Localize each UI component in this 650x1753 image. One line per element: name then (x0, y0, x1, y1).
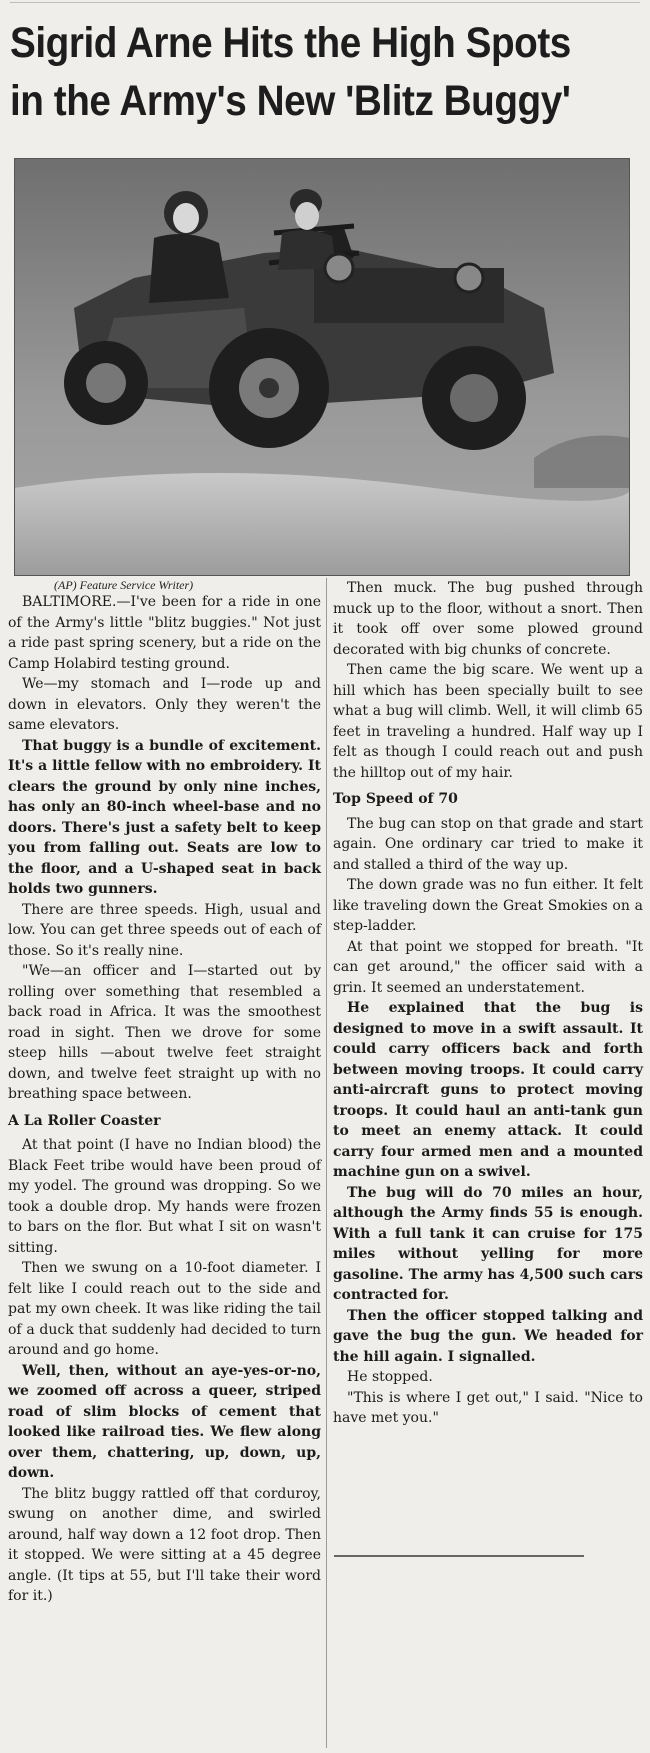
paragraph: Then muck. The bug pushed through muck up to the floor, without a snort. Then it took off over some plowed ground decorated with big chunks of concrete. (333, 580, 643, 658)
end-rule (334, 1555, 584, 1557)
headline-line-2: in the Army's New 'Blitz Buggy' (10, 77, 571, 125)
column-divider (326, 578, 327, 1748)
bold-paragraph: The bug will do 70 miles an hour, although the Army finds 55 is enough. With a full tank it can cruise for 175 miles without yelling for more gasoline. The army has 4,500 such cars contracted for. (333, 1184, 643, 1303)
headline (10, 14, 577, 130)
paragraph: Then we swung on a 10-foot diameter. I felt like I could reach out to the side and pat my own cheek. It was like riding the tail of a duck that suddenly had decided to turn around and go home. (8, 1260, 321, 1358)
paragraph: "This is where I get out," I said. "Nice to have met you." (333, 1389, 643, 1426)
paragraph: At that point we stopped for breath. "It can get around," the officer said with a grin. It seemed an understatement. (333, 938, 643, 996)
jeep-photo-icon (14, 158, 630, 576)
paragraph: The blitz buggy rattled off that corduroy, swung on another dime, and swirled around, half way down a 12 foot drop. Then it stopped. We were sitting at a 45 degree angle. (It tips at 55, but I'll take their word for it.) (8, 1485, 321, 1604)
bold-paragraph: Well, then, without an aye-yes-or-no, we zoomed off across a queer, striped road of slim blocks of cement that looked like railroad ties. We flew along over them, chattering, up, down, up, down. (8, 1362, 321, 1481)
paragraph: Then came the big scare. We went up a hill which has been specially built to see what a bug will climb. Well, it will climb 65 feet in traveling a hundred. Half way up I felt as though I could reach out and push the hilltop out of my hair. (333, 662, 643, 781)
paragraph: He stopped. (347, 1369, 433, 1385)
paragraph: "We—an officer and I—started out by rolling over something that resembled a back road in Africa. It was the smoothest road in sight. Then we drove for some steep hills —about twelve feet straight down, and twelve feet straight up with no breathing space between. (8, 963, 321, 1102)
bold-paragraph: That buggy is a bundle of excitement. It's a little fellow with no embroidery. It clears the ground by only nine inches, has only an 80-inch wheel-base and no doors. There's just a safety belt to keep you from falling out. Seats are low to the floor, and a U-shaped seat in back holds two gunners. (8, 737, 321, 897)
bold-paragraph: Then the officer stopped talking and gave the bug the gun. We headed for the hill again. I signalled. (333, 1307, 643, 1365)
paragraph: BALTIMORE.—I've been for a ride in one of the Army's little "blitz buggies." Not just a ride past spring scenery, but a ride on the Camp Holabird testing ground. (8, 594, 321, 672)
bold-paragraph: He explained that the bug is designed to move in a swift assault. It could carry officers back and forth between moving troops. It could carry anti-aircraft guns to protect moving troops. It could haul an anti-tank gun to meet an enemy attack. It could carry four armed men and a mounted machine gun on a swivel. (333, 1000, 643, 1180)
article-column-2 (333, 578, 643, 1429)
photo-credit: (AP) Feature Service Writer) (54, 578, 194, 592)
paragraph: We—my stomach and I—rode up and down in elevators. Only they weren't the same elevators. (8, 676, 321, 733)
paragraph: At that point (I have no Indian blood) the Black Feet tribe would have been proud of my yodel. The ground was dropping. So we took a double drop. My hands were frozen to bars on the flor. But what I sit on wasn't sitting. (8, 1137, 321, 1256)
paragraph: The down grade was no fun either. It felt like traveling down the Great Smokies on a step-ladder. (333, 877, 643, 934)
subheading: A La Roller Coaster (8, 1112, 161, 1129)
jeep-photo (14, 158, 630, 576)
article-column-1 (8, 592, 321, 1607)
paragraph: The bug can stop on that grade and start again. One ordinary car tried to make it and stalled a third of the way up. (333, 815, 643, 873)
headline-line-1: Sigrid Arne Hits the High Spots (10, 19, 571, 67)
paragraph: There are three speeds. High, usual and low. You can get three speeds out of each of those. So it's really nine. (8, 901, 321, 959)
top-rule (10, 2, 640, 3)
subheading: Top Speed of 70 (333, 791, 458, 807)
